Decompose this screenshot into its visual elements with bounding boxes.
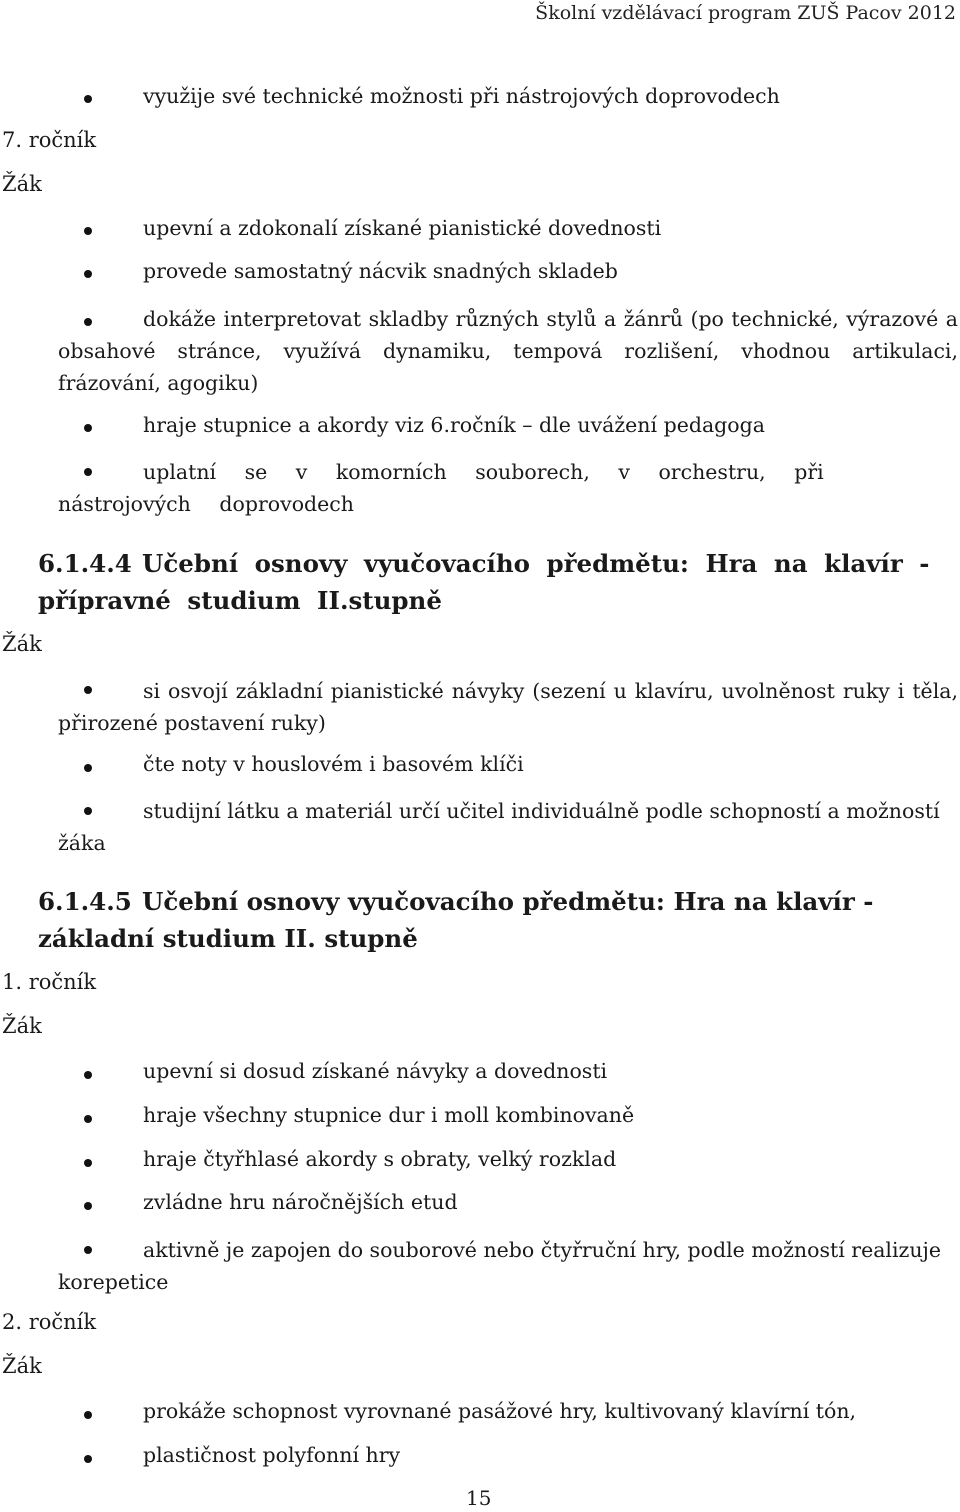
list-item: si osvojí základní pianistické návyky (sezení u klavíru, uvolněnost ruky i těla, přirozené postavení ruky)	[58, 679, 958, 735]
list-item: hraje všechny stupnice dur i moll kombinovaně	[143, 1103, 635, 1127]
page-number: 15	[466, 1486, 492, 1510]
section-number: 6.1.4.5	[38, 887, 132, 916]
grade-heading: 2. ročník	[2, 1310, 97, 1334]
list-item: prokáže schopnost vyrovnané pasážové hry, kultivovaný klavírní tón,	[143, 1399, 857, 1423]
list-item: dokáže interpretovat skladby různých stylů a žánrů (po technické, výrazové a obsahové stránce, využívá dynamiku, tempová rozlišení, vhodnou artikulaci, frázování, agogiku)	[58, 307, 958, 395]
bullet-icon	[84, 424, 92, 432]
bullet-icon	[84, 1115, 92, 1123]
pupil-label: Žák	[2, 172, 42, 196]
bullet-icon	[84, 764, 92, 772]
section-heading	[38, 545, 958, 619]
list-item: uplatní se v komorních souborech, v orchestru, při nástrojových doprovodech	[58, 460, 824, 516]
section-title: Učební osnovy vyučovacího předmětu: Hra na klavír - přípravné studium II.stupně	[38, 549, 930, 615]
bullet-icon	[84, 1159, 92, 1167]
list-item: hraje čtyřhlasé akordy s obraty, velký rozklad	[143, 1147, 617, 1171]
bullet-icon	[84, 1202, 92, 1210]
pupil-label: Žák	[2, 632, 42, 656]
grade-heading: 1. ročník	[2, 970, 97, 994]
bullet-icon	[84, 1455, 92, 1463]
list-item: provede samostatný nácvik snadných skladeb	[143, 259, 618, 283]
list-item: upevní si dosud získané návyky a dovednosti	[143, 1059, 608, 1083]
bullet-icon	[84, 270, 92, 278]
bullet-icon	[84, 227, 92, 235]
list-item: upevní a zdokonalí získané pianistické dovednosti	[143, 216, 662, 240]
page-header-title: Školní vzdělávací program ZUŠ Pacov 2012	[535, 2, 956, 24]
list-item: plastičnost polyfonní hry	[143, 1443, 401, 1467]
pupil-label: Žák	[2, 1014, 42, 1038]
section-heading	[38, 883, 958, 957]
grade-heading: 7. ročník	[2, 128, 97, 152]
bullet-icon	[84, 1071, 92, 1079]
list-item: studijní látku a materiál určí učitel individuálně podle schopností a možností žáka	[58, 799, 940, 855]
section-title: Učební osnovy vyučovacího předmětu: Hra na klavír - základní studium II. stupně	[38, 887, 874, 953]
list-item: využije své technické možnosti při nástrojových doprovodech	[143, 84, 780, 108]
list-item: zvládne hru náročnějších etud	[143, 1190, 458, 1214]
list-item: aktivně je zapojen do souborové nebo čtyřruční hry, podle možností realizuje korepetice	[58, 1238, 942, 1294]
section-number: 6.1.4.4	[38, 549, 132, 578]
bullet-icon	[84, 95, 92, 103]
list-item: čte noty v houslovém i basovém klíči	[143, 752, 524, 776]
list-item: hraje stupnice a akordy viz 6.ročník – dle uvážení pedagoga	[143, 413, 765, 437]
bullet-icon	[84, 1411, 92, 1419]
pupil-label: Žák	[2, 1354, 42, 1378]
